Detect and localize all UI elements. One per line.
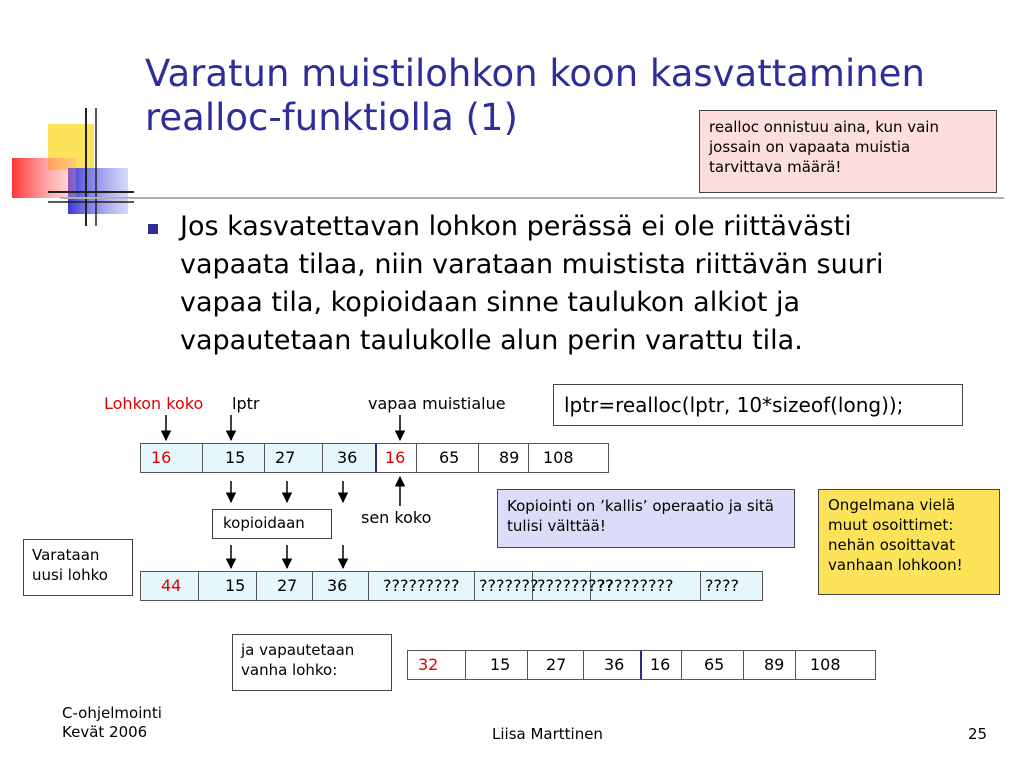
memory-cell: ?????????	[591, 572, 701, 600]
memory-cell: 15	[203, 444, 265, 472]
memory-cell: 89	[744, 651, 796, 679]
footer-term: Kevät 2006	[62, 723, 148, 741]
label-lptr: lptr	[232, 394, 260, 413]
memory-cell: 27	[265, 444, 323, 472]
memory-cell: 16	[642, 651, 682, 679]
memory-cell: 15	[466, 651, 528, 679]
memory-cell: 36	[323, 444, 377, 472]
memory-cell: 36	[313, 572, 369, 600]
memory-cell: 32	[408, 651, 466, 679]
memory-cell: 36	[584, 651, 642, 679]
label-sen-koko: sen koko	[361, 508, 432, 527]
callout-pointer-problem: Ongelmana vielä muut osoittimet: nehän osoittavat vanhaan lohkoon!	[818, 489, 1000, 595]
footer-page-number: 25	[968, 725, 988, 743]
box-varataan-uusi-lohko: Varataan uusi lohko	[23, 539, 133, 596]
memory-cell: 108	[529, 444, 608, 472]
callout-realloc-always: realloc onnistuu aina, kun vain jossain on vapaata muistia tarvittava määrä!	[699, 110, 997, 193]
title-line-2: realloc-funktiolla (1)	[145, 96, 518, 139]
memory-cell: 27	[257, 572, 313, 600]
label-vapaa-muistialue: vapaa muistialue	[368, 394, 506, 413]
memory-cell: 89	[479, 444, 529, 472]
memory-cell: 44	[141, 572, 199, 600]
bullet-line: vapaata tilaa, niin varataan muistista riittävän suuri	[180, 249, 884, 280]
memory-cell: 16	[377, 444, 417, 472]
box-kopioidaan: kopioidaan	[212, 509, 332, 539]
box-vapautetaan-vanha-lohko: ja vapautetaan vanha lohko:	[232, 634, 392, 691]
memory-cell: 16	[141, 444, 203, 472]
memory-cell: 108	[810, 655, 841, 674]
label-lohkon-koko: Lohkon koko	[104, 394, 204, 413]
memory-cell: ???????	[475, 572, 533, 600]
memory-cell: ?????????	[369, 572, 475, 600]
code-realloc: lptr=realloc(lptr, 10*sizeof(long));	[553, 384, 963, 426]
memory-cell: ????	[705, 576, 739, 595]
bullet-line: vapaa tila, kopioidaan sinne taulukon alkiot ja	[180, 287, 801, 318]
footer-course	[62, 704, 162, 742]
memory-cell: 27	[528, 651, 584, 679]
bullet-line: vapautetaan taulukolle alun perin varattu tila.	[180, 325, 803, 356]
footer-author: Liisa Marttinen	[492, 725, 603, 743]
memory-cell: 15	[199, 572, 257, 600]
memory-cell: ?????????	[533, 572, 591, 600]
title-line-1: Varatun muistilohkon koon kasvattaminen	[145, 52, 925, 95]
memory-cell: 65	[417, 444, 479, 472]
bullet-line: Jos kasvatettavan lohkon perässä ei ole riittävästi	[180, 211, 852, 242]
memory-cell: 65	[682, 651, 744, 679]
callout-copy-expensive: Kopiointi on ’kallis’ operaatio ja sitä tulisi välttää!	[497, 489, 795, 548]
footer-course-name: C-ohjelmointi	[62, 704, 162, 722]
